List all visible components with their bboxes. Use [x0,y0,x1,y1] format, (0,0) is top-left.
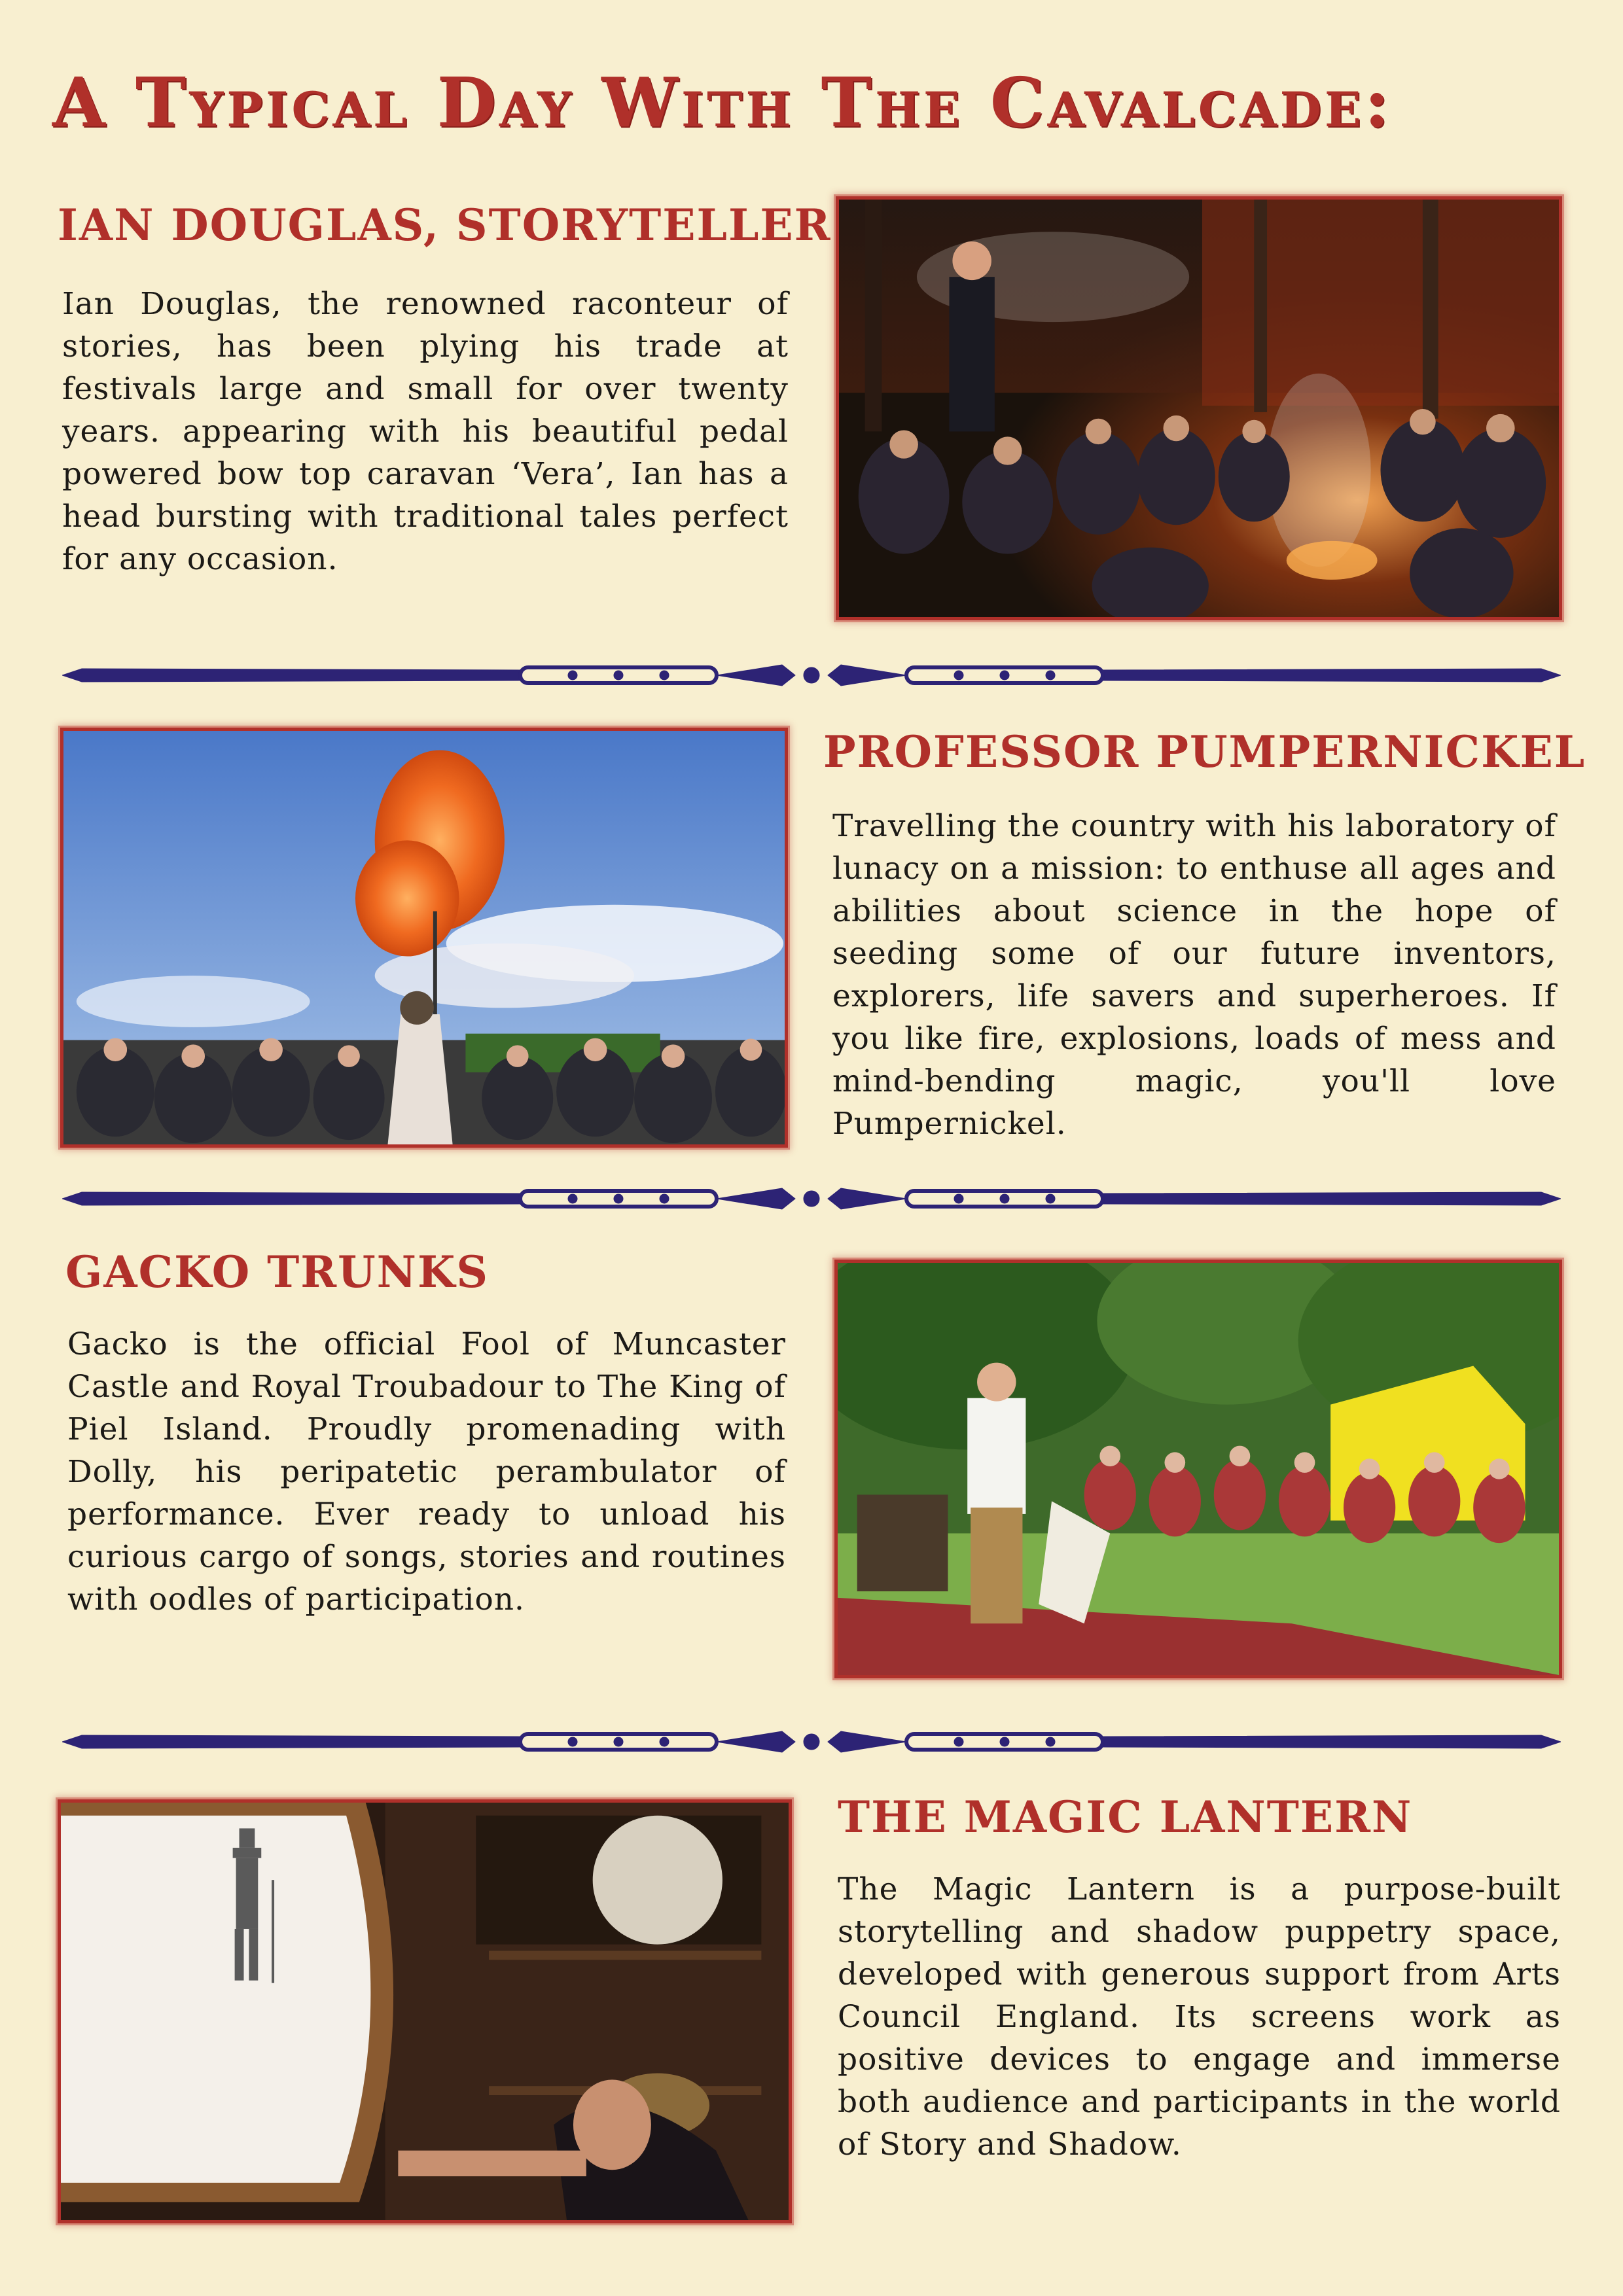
shadow-puppetry-photo [58,1799,792,2223]
section-body-professor-pumpernickel: Travelling the country with his laboratory of lunacy on a mission: to enthuse all ages and abilities about science in the hope of seeding some of our future inventors, explorers, life savers and superheroes. If you like fire, explosions, loads of mess and mind-bending magic, you'll love Pumpernickel. [832,808,1556,1142]
outdoor-performance-photo [834,1260,1562,1678]
section-heading-the-magic-lantern: THE MAGIC LANTERN [838,1792,1413,1843]
fire-breathing-photo [60,728,788,1148]
section-body-ian-douglas: Ian Douglas, the renowned raconteur of stories, has been plying his trade at festivals large and small for over twenty years. appearing with his beautiful pedal powered bow top caravan ‘Vera’, Ian has a head bursting with traditional tales perfect for any occasion. [62,286,789,577]
page-title: A Typical Day With The Cavalcade: [52,62,1393,143]
section-body-gacko-trunks: Gacko is the official Fool of Muncaster Castle and Royal Troubadour to The King of Piel Island. Proudly promenading with Dolly, his peripatetic perambulator of performance. Ever ready to unload his curious cargo of songs, stories and routines with oodles of participation. [67,1326,786,1617]
section-body-the-magic-lantern: The Magic Lantern is a purpose-built storytelling and shadow puppetry space, developed with generous support from Arts Council England. Its screens work as positive devices to engage and immerse both audience and participants in the world of Story and Shadow. [838,1871,1561,2163]
section-heading-professor-pumpernickel: PROFESSOR PUMPERNICKEL [823,726,1586,777]
ornamental-divider [62,657,1561,694]
storyteller-campfire-photo [836,196,1562,620]
ornamental-divider [62,1723,1561,1760]
section-heading-ian-douglas: IAN DOUGLAS, STORYTELLER [58,200,832,251]
ornamental-divider [62,1180,1561,1217]
section-heading-gacko-trunks: GACKO TRUNKS [65,1246,490,1298]
